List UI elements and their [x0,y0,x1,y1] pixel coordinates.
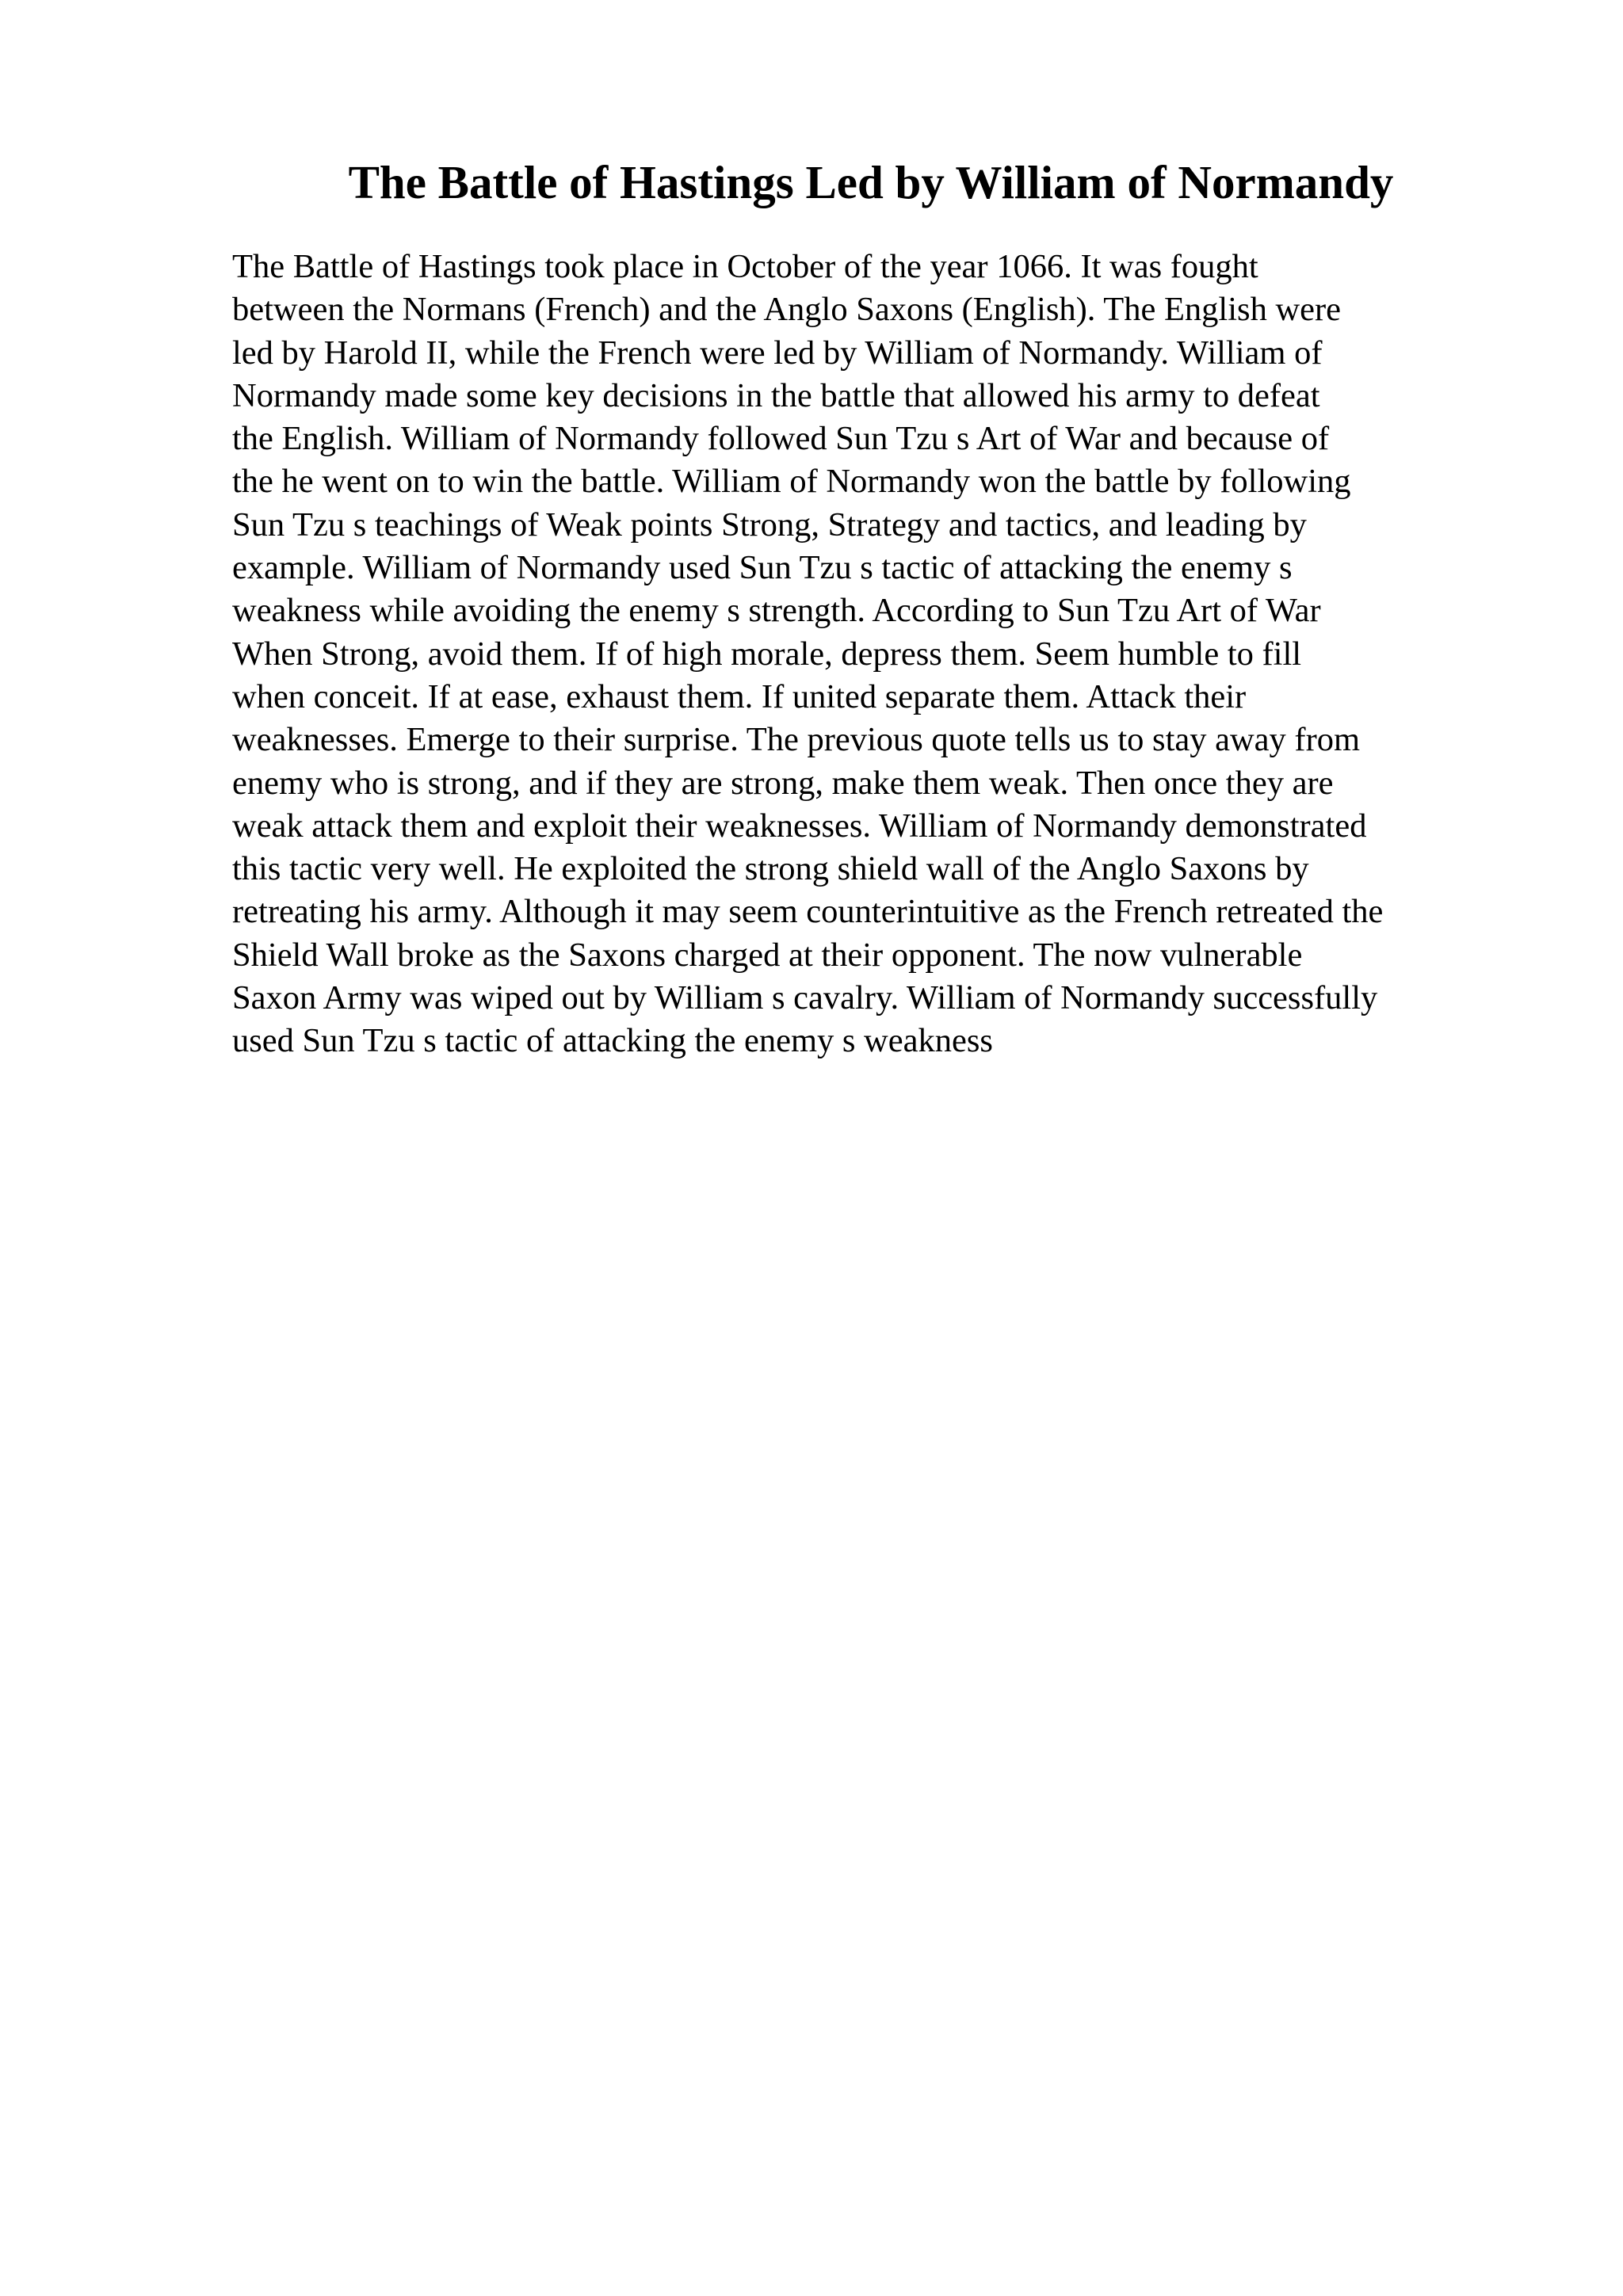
paragraph-line: retreating his army. Although it may seem counterintuitive as the French retreated the [232,893,1384,931]
paragraph-line: used Sun Tzu s tactic of attacking the enemy s weakness [232,1022,993,1060]
paragraph-line: this tactic very well. He exploited the strong shield wall of the Anglo Saxons by [232,850,1309,888]
paragraph-line: weakness while avoiding the enemy s strength. According to Sun Tzu Art of War [232,592,1321,630]
paragraph-line: led by Harold II, while the French were led by William of Normandy. William of [232,334,1323,372]
paragraph-line: The Battle of Hastings took place in October of the year 1066. It was fought [232,248,1258,285]
paragraph-line: Saxon Army was wiped out by William s cavalry. William of Normandy successfully [232,979,1378,1017]
paragraph-line: example. William of Normandy used Sun Tzu s tactic of attacking the enemy s [232,549,1293,587]
paragraph-line: Shield Wall broke as the Saxons charged at their opponent. The now vulnerable [232,936,1303,974]
paragraph-line: when conceit. If at ease, exhaust them. If united separate them. Attack their [232,677,1247,715]
paragraph-line: When Strong, avoid them. If of high morale, depress them. Seem humble to fill [232,635,1302,673]
paragraph-line: weak attack them and exploit their weaknesses. William of Normandy demonstrated [232,807,1367,845]
paragraph-line: Normandy made some key decisions in the battle that allowed his army to defeat [232,376,1320,414]
paragraph-line: weaknesses. Emerge to their surprise. The previous quote tells us to stay away from [232,721,1361,759]
paragraph-line: enemy who is strong, and if they are strong, make them weak. Then once they are [232,764,1334,802]
body-paragraph [232,246,1532,1063]
paragraph-line: the English. William of Normandy followed Sun Tzu s Art of War and because of [232,420,1330,458]
document-title: The Battle of Hastings Led by William of Normandy [348,156,1394,208]
paragraph-line: Sun Tzu s teachings of Weak points Strong, Strategy and tactics, and leading by [232,505,1307,543]
paragraph-line: the he went on to win the battle. William of Normandy won the battle by following [232,463,1351,501]
paragraph-line: between the Normans (French) and the Anglo Saxons (English). The English were [232,291,1342,329]
